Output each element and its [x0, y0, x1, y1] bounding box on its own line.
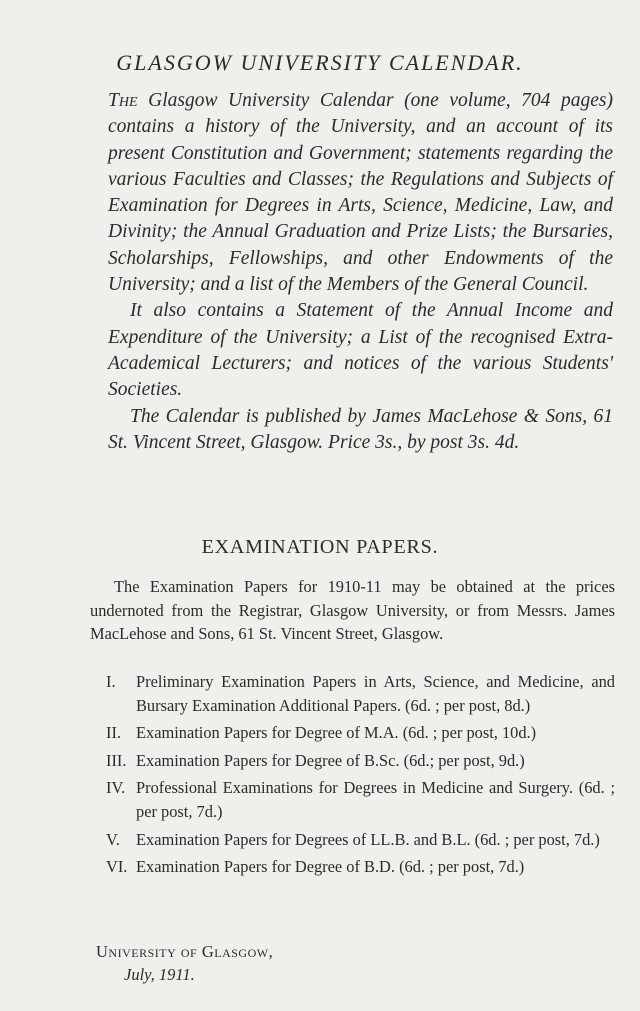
exam-intro-paragraph: The Examination Papers for 1910-11 may be obtained at the prices undernoted from the Registrar, Glasgow University, or from Messrs. James MacLehose and Sons, 61 St. Vincent Street, Glasgow.: [90, 577, 615, 644]
section-title: EXAMINATION PAPERS.: [201, 536, 439, 558]
item-number: I.: [106, 672, 116, 691]
running-head: GLASGOW UNIVERSITY CALENDAR.: [116, 50, 524, 75]
calendar-description: [108, 88, 613, 456]
signature-block: [96, 942, 273, 985]
list-item: [90, 828, 615, 852]
item-text: Examination Papers for Degrees of LL.B. and B.L. (6d. ; per post, 7d.): [136, 829, 600, 849]
exam-papers-list: [90, 670, 615, 883]
intro-lead-word: The: [108, 90, 138, 111]
list-item: [90, 721, 615, 745]
item-number: VI.: [106, 857, 128, 877]
list-item: [90, 670, 615, 717]
item-number: IV.: [106, 778, 126, 798]
intro-paragraph-1-text: Glasgow University Calendar (one volume, 704 pages) contains a history of the University, and an account of its present Constitution and Government; statements regarding the various Faculties and Classes; the Regulations and Subjects of Examination for Degrees in Arts, Science, Medicine, Law, and Divinity; the Annual Graduation and Prize Lists; the Bursaries, Scholarships, Fellowships, and other Endowments of the University; and a list of the Members of the General Council.: [108, 90, 613, 296]
list-item: [90, 776, 615, 823]
item-text: Examination Papers for Degree of B.Sc. (6d.; per post, 9d.): [136, 750, 525, 770]
signature-date: July, 1911.: [124, 965, 195, 984]
list-item: [90, 855, 615, 879]
intro-paragraph-3: The Calendar is published by James MacLehose & Sons, 61 St. Vincent Street, Glasgow. Price 3s., by post 3s. 4d.: [108, 405, 613, 453]
item-text: Examination Papers for Degree of B.D. (6d. ; per post, 7d.): [136, 857, 525, 877]
intro-paragraph-2: It also contains a Statement of the Annual Income and Expenditure of the University; a List of the recognised Extra-Academical Lecturers; and notices of the various Students' Societies.: [108, 300, 613, 401]
item-text: Preliminary Examination Papers in Arts, Science, and Medicine, and Bursary Examination Additional Papers. (6d. ; per post, 8d.): [136, 672, 615, 715]
list-item: [90, 749, 615, 773]
item-number: II.: [106, 723, 122, 743]
item-text: Professional Examinations for Degrees in Medicine and Surgery. (6d. ; per post, 7d.): [136, 778, 615, 821]
signature-organization: University of Glasgow,: [96, 942, 274, 961]
item-number: III.: [106, 750, 127, 770]
item-text: Examination Papers for Degree of M.A. (6d. ; per post, 10d.): [136, 723, 537, 743]
intro-paragraph-1: [108, 88, 613, 298]
item-number: V.: [106, 829, 120, 849]
